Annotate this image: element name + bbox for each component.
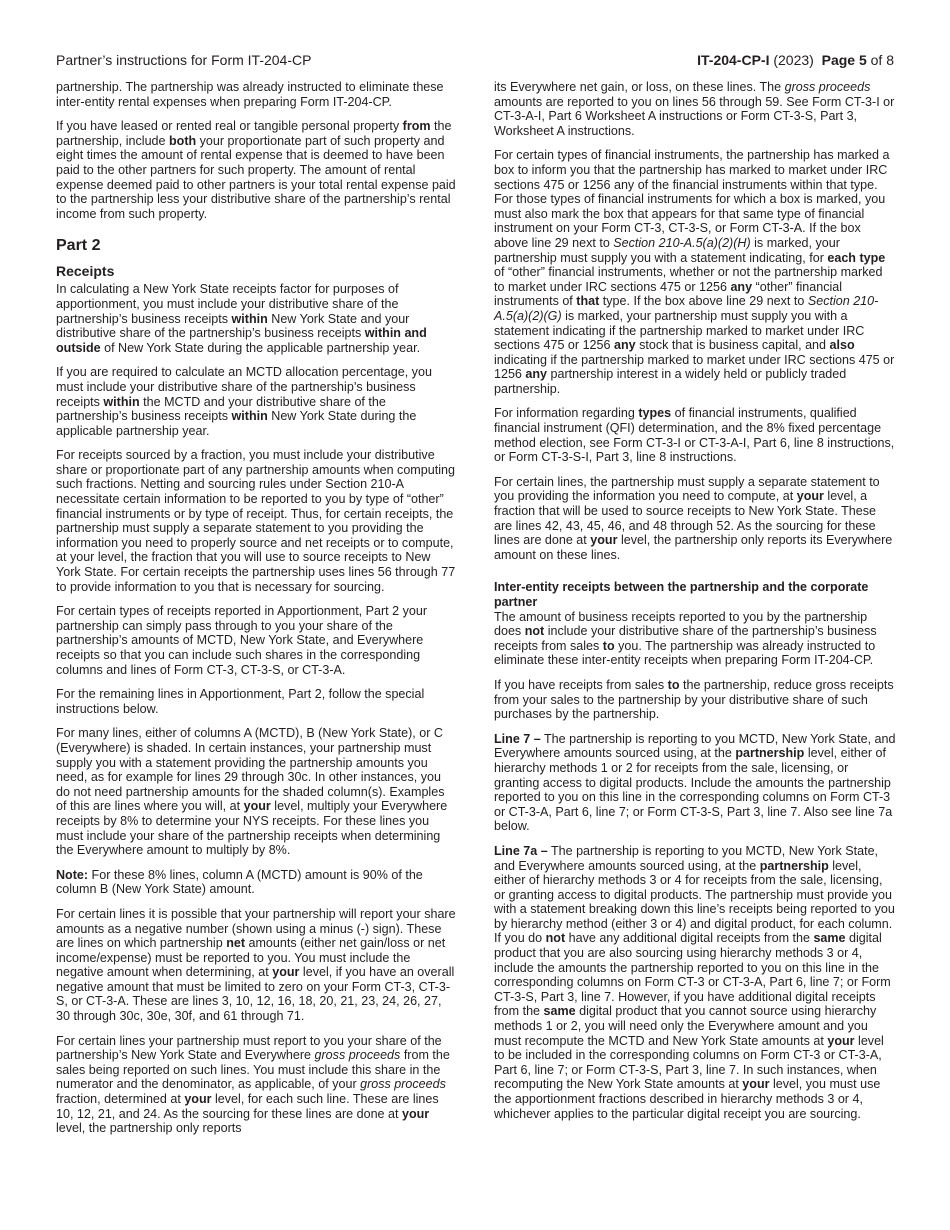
text-run: In calculating a New York State receipts factor for purposes of apportionment, you must include your distributive share of the partnership’s business receipts (56, 282, 399, 326)
text-run: level, multiply your Everywhere receipts by 8% to determine your NYS receipts. For these lines you must include your share of the partnership receipts when determining the Everywhere amount to multiply by 8%. (56, 799, 448, 858)
text-run: indicating if the partnership marked to market under IRC sections 475 or 1256 (494, 352, 895, 382)
bold-text: your (590, 533, 618, 548)
text-run: level, either of hierarchy methods 1 or 2 for receipts from the sale, licensing, or granting access to digital products. Include the amounts the partnership reported to you on this line in the corresponding columns on Form CT-3 or CT-3-A, Part 6, line 7; or Form CT-3-S, Part 3, line 7. Also see line 7a below. (494, 746, 893, 834)
text-run: For these 8% lines, column A (MCTD) amount is 90% of the column B (New York State) amount. (56, 867, 423, 897)
text-run: partnership interest in a widely held or publicly traded partnership. (494, 367, 847, 396)
paragraph: For the remaining lines in Apportionment, Part 2, follow the special instructions below. (56, 687, 425, 716)
bold-text: any (730, 279, 753, 294)
paragraph (56, 1034, 458, 1136)
bold-text: within (231, 311, 268, 326)
bold-text: types (638, 406, 672, 421)
bold-text: partnership (735, 746, 805, 761)
page-total: of 8 (870, 52, 894, 68)
line-7a-paragraph (494, 844, 896, 1121)
text-run: “other” financial instruments of (494, 279, 843, 309)
bold-text: within (231, 409, 268, 424)
bold-text: your (827, 1033, 855, 1048)
paragraph (56, 907, 458, 1024)
text-run: For certain types of financial instruments, the partnership has marked a box to inform you that the partnership has marked to market under IRC sections 475 or 1256 any of the financial instruments within that type. For those types of financial instruments for which a box is marked, you must also mark the box that appears for that same type of financial instrument on your Form CT-3, CT-3-S, or Form CT-3-A. If the box above line 29 next to (494, 148, 890, 250)
bold-text: any (525, 367, 548, 382)
text-run: New York State during the applicable partnership year. (56, 409, 417, 438)
text-run: of “other” financial instruments, whether or not the partnership marked to market under IRC sections 475 or 1256 (494, 265, 883, 294)
text-run: level, you must use the apportionment fractions described in hierarchy methods 3 or 4, whichever applies to the particular digital receipt you are sourcing. (494, 1077, 881, 1121)
note-paragraph (56, 868, 458, 897)
paragraph (56, 726, 458, 857)
paragraph: partnership. The partnership was already instructed to eliminate these inter-entity rental expenses when preparing Form IT-204-CP. (56, 80, 444, 109)
text-run: level, the partnership only reports (56, 1121, 242, 1136)
bold-text: that (576, 294, 600, 309)
bold-text: to (667, 677, 680, 692)
text-run: The partnership is reporting to you MCTD, New York State, and Everywhere amounts sourced using, at the (494, 843, 879, 873)
receipts-heading: Receipts (56, 263, 115, 280)
text-run: amounts (either net gain/loss or net income/expense) must be reported to you. You must include the negative amount when determining, at (56, 936, 446, 980)
italic-text: Section 210-A.5(a)(2)(G) (494, 294, 879, 323)
paragraph (494, 406, 896, 464)
bold-text: within and outside (56, 326, 427, 355)
text-run: the partnership, include (56, 119, 452, 148)
bold-text: also (829, 338, 855, 353)
paragraph (494, 610, 896, 668)
text-run: stock that is business capital, and (635, 338, 830, 353)
paragraph: For certain types of receipts reported in Apportionment, Part 2 your partnership can simply pass through to you your share of the partnership’s amounts of MCTD, New York State, and Everywhere receipts so that you can include such shares in the corresponding columns and lines of Form CT-3, CT-3-S, or CT-3-A. (56, 604, 428, 677)
text-run: type. If the box above line 29 next to (599, 294, 808, 309)
text-run: is marked, your partnership must supply you with a statement indicating, for (494, 235, 840, 265)
text-run: is marked, your partnership must supply you with a statement indicating if the partnership marked to market under IRC sections 475 or 1256 (494, 308, 865, 353)
italic-text: gross proceeds (314, 1048, 401, 1063)
bold-text: same (543, 1004, 576, 1019)
bold-text: Line 7 – (494, 731, 541, 746)
bold-text: Line 7a – (494, 843, 548, 858)
text-run: level, a fraction that will be used to source receipts to New York State. These are lines 42, 43, 45, 46, and 48 through 52. As the sourcing for these lines are done at (494, 489, 876, 548)
paragraph: For receipts sourced by a fraction, you must include your distributive share or proportionate part of any partnership amounts when computing such fractions. Netting and sourcing rules under Section 210-A necessitate certain information to be reported to you by type of “other” financial instruments or by type of receipt. Thus, for certain receipts, the partnership must supply a separate statement to you providing the information you need to properly source and net receipts or to compute, at your level, the fraction that you will use to source receipts to New York State. For certain receipts the partnership uses lines 56 through 77 to provide information to you that is necessary for sourcing. (56, 448, 456, 594)
page-header (56, 52, 894, 72)
text-run: digital product that you are also sourcing using hierarchy methods 3 or 4, include the amounts the partnership reported to you on this line in the corresponding columns on Form CT-3 or CT-3-A, Part 6, line 7; or Form CT-3-S, Part 3, line 7. However, if you have additional digital receipts from the (494, 931, 891, 1019)
bold-text: your (401, 1106, 430, 1121)
bold-text: net (226, 936, 246, 951)
text-run: digital product that you cannot source using hierarchy methods 1 or 2, you will need only the Everywhere amount and you must recompute the MCTD and New York State amounts at (494, 1004, 877, 1048)
text-run: If you have leased or rented real or tangible personal property (56, 119, 403, 134)
bold-text: both (169, 133, 197, 148)
text-run: the MCTD and your distributive share of the partnership’s business receipts (56, 394, 386, 424)
text-run: include your distributive share of the partnership’s business receipts from sales (494, 624, 877, 653)
text-run: New York State and your distributive share of the partnership’s business receipts (56, 311, 410, 341)
text-run: you. The partnership was already instructed to eliminate these inter-entity receipts when preparing Form IT-204-CP. (494, 638, 876, 668)
text-run: level, either of hierarchy methods 3 or 4 for receipts from the sale, licensing, or granting access to digital products. The partnership must provide you with a statement breaking down this line’s receipts being reported to you by hierarchy method (either 3 or 4) and digital product, for each column. If you do (494, 858, 895, 946)
bold-text: your (742, 1077, 770, 1092)
italic-text: gross proceeds (784, 80, 871, 94)
bold-text: your (272, 965, 300, 980)
header-title: Partner’s instructions for Form IT-204-CP (56, 52, 312, 68)
text-run: amounts are reported to you on lines 56 through 59. See Form CT-3-I or CT-3-A-I, Part 6 Worksheet A instructions or Form CT-3-S, Part 3, Worksheet A instructions. (494, 94, 895, 138)
text-run: fraction, determined at (56, 1092, 185, 1107)
text-run: your proportionate part of such property and eight times the amount of rental expense that is deemed to have been paid to the other partners for such property. The amount of rental expense deemed paid to other partners is your total rental expense paid to the partnership less your distributive share of the partnership’s rental income from such property. (56, 133, 456, 221)
text-run: of financial instruments, qualified financial instrument (QFI) determination, and the 8% fixed percentage method election, see Form CT-3-I or CT-3-A-I, Part 6, line 8 instructions, or Form CT-3-S-I, Part 3, line 8 instructions. (494, 406, 895, 465)
bold-text: from (402, 119, 431, 134)
paragraph (494, 475, 896, 563)
text-run: If you have receipts from sales (494, 677, 668, 692)
bold-text: same (813, 931, 846, 946)
text-run: level, for each such line. These are lines 10, 12, 21, and 24. As the sourcing for these lines are done at (56, 1092, 439, 1121)
paragraph (494, 80, 896, 138)
text-run: level, if you have an overall negative amount that must be limited to zero on your Form CT-3, CT-3-S, or CT-3-A. These are lines 3, 10, 12, 16, 18, 20, 21, 23, 24, 26, 27, 30 through 30c, 30e, 30f, and 61 through 71. (56, 965, 455, 1024)
header-page-info (697, 52, 894, 68)
text-run: have any additional digital receipts from the (565, 931, 814, 946)
text-run: For certain lines, the partnership must supply a separate statement to you providing the information you need to compute, at (494, 474, 880, 504)
text-run: level to be included in the corresponding columns on Form CT-3 or CT-3-A, Part 6, line 7; or Form CT-3-S, Part 3, line 7. In such instances, when recomputing the New York State amounts at (494, 1033, 884, 1092)
bold-text: within (103, 394, 140, 409)
bold-text: to (602, 638, 615, 653)
bold-text: Note: (56, 867, 89, 882)
bold-text: any (613, 338, 636, 353)
text-run: The partnership is reporting to you MCTD, New York State, and Everywhere amounts sourced using, at the (494, 731, 896, 761)
text-run: the partnership, reduce gross receipts from your sales to the partnership by your distributive share of such purchases by the partnership. (494, 677, 894, 722)
part-2-heading: Part 2 (56, 237, 101, 255)
form-year: (2023) (773, 52, 814, 68)
paragraph (56, 365, 458, 438)
paragraph (56, 119, 458, 221)
left-column (56, 80, 458, 1146)
form-id: IT-204-CP-I (697, 52, 770, 68)
bold-text: your (796, 489, 824, 504)
text-run: level, the partnership only reports its Everywhere amount on these lines. (494, 533, 893, 562)
text-run: The amount of business receipts reported to you by the partnership does (494, 609, 868, 639)
bold-text: partnership (759, 858, 829, 873)
italic-text: gross proceeds (360, 1077, 446, 1092)
right-column (494, 80, 896, 1131)
bold-text: each type (827, 250, 886, 265)
text-run: For many lines, either of columns A (MCTD), B (New York State), or C (Everywhere) is shaded. In certain instances, your partnership must supply you with a statement providing the partnership amounts you need, as for example for lines 29 through 30c. In other instances, you do not need partnership amounts for the shaded column(s). Examples of this are lines where you will, at (56, 726, 445, 814)
text-run: If you are required to calculate an MCTD allocation percentage, you must include your distributive share of the partnership’s business receipts (56, 365, 432, 409)
bold-text: your (184, 1092, 212, 1107)
text-run: For certain lines it is possible that your partnership will report your share amounts as a negative number (shown using a minus (-) sign). These are lines on which partnership (56, 906, 456, 951)
text-run: of New York State during the applicable partnership year. (100, 340, 421, 355)
bold-text: not (524, 624, 545, 639)
text-run: For information regarding (494, 406, 639, 421)
text-run: For certain lines your partnership must report to you your share of the partnership’s New York State and Everywhere (56, 1033, 442, 1063)
bold-text: not (545, 931, 566, 946)
paragraph (494, 148, 896, 396)
text-run: its Everywhere net gain, or loss, on these lines. The (494, 80, 785, 94)
page-number: Page 5 (821, 52, 867, 68)
paragraph (56, 282, 458, 355)
paragraph (494, 678, 896, 722)
inter-entity-heading: Inter-entity receipts between the partnership and the corporate partner (494, 580, 869, 609)
text-run: from the sales being reported on such lines. You must include this share in the numerator and the denominator, as applicable, of your (56, 1048, 450, 1092)
line-7-paragraph (494, 732, 896, 834)
italic-text: Section 210-A.5(a)(2)(H) (613, 235, 751, 250)
bold-text: your (243, 799, 271, 814)
